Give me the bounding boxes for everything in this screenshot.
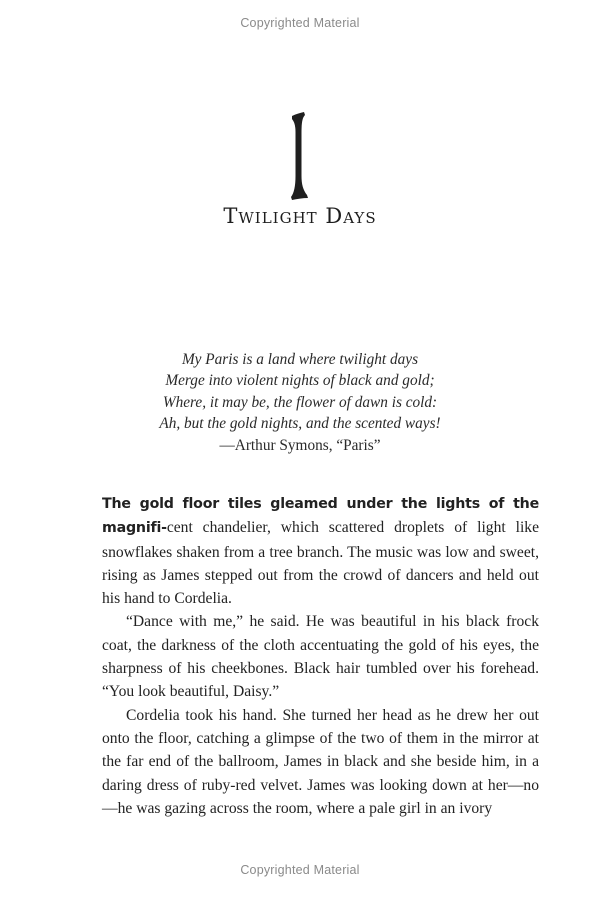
copyright-watermark-top: Copyrighted Material <box>240 16 360 30</box>
paragraph-lead-in: The gold floor tiles gleamed under the lights of the magnifi- <box>102 496 539 537</box>
epigraph-line: Where, it may be, the flower of dawn is cold: <box>162 393 438 411</box>
paragraph-1 <box>102 492 539 610</box>
chapter-title: Twilight Days <box>223 204 377 228</box>
epigraph-line: Ah, but the gold nights, and the scented ways! <box>159 415 441 433</box>
paragraph-3: Cordelia took his hand. She turned her head as he drew her out onto the floor, catching a glimpse of the two of them in the mirror at the far end of the ballroom, James in black and she beside him, in a daring dress of ruby-red velvet. James was looking down at her—no—he was gazing across the room, where a pale girl in an ivory <box>102 706 539 817</box>
chapter-body <box>102 492 539 820</box>
chapter-number-glyph <box>286 112 314 200</box>
epigraph-attribution: —Arthur Symons, “Paris” <box>219 436 381 454</box>
paragraph-2: “Dance with me,” he said. He was beautiful in his black frock coat, the darkness of the cloth accentuating the gold of his eyes, the sharpness of his cheekbones. Black hair tumbled over his forehead. “You look beautiful, Daisy.” <box>102 613 539 701</box>
paragraph-1-text: cent chandelier, which scattered droplets of light like snowflakes shaken from a tree branch. The music was low and sweet, rising as James stepped out from the crowd of dancers and held out his hand to Cordelia. <box>102 519 539 608</box>
copyright-watermark-bottom: Copyrighted Material <box>240 863 360 877</box>
chapter-number <box>0 112 600 205</box>
epigraph-line: Merge into violent nights of black and gold; <box>165 372 435 390</box>
epigraph <box>0 349 600 456</box>
epigraph-line: My Paris is a land where twilight days <box>181 351 419 368</box>
